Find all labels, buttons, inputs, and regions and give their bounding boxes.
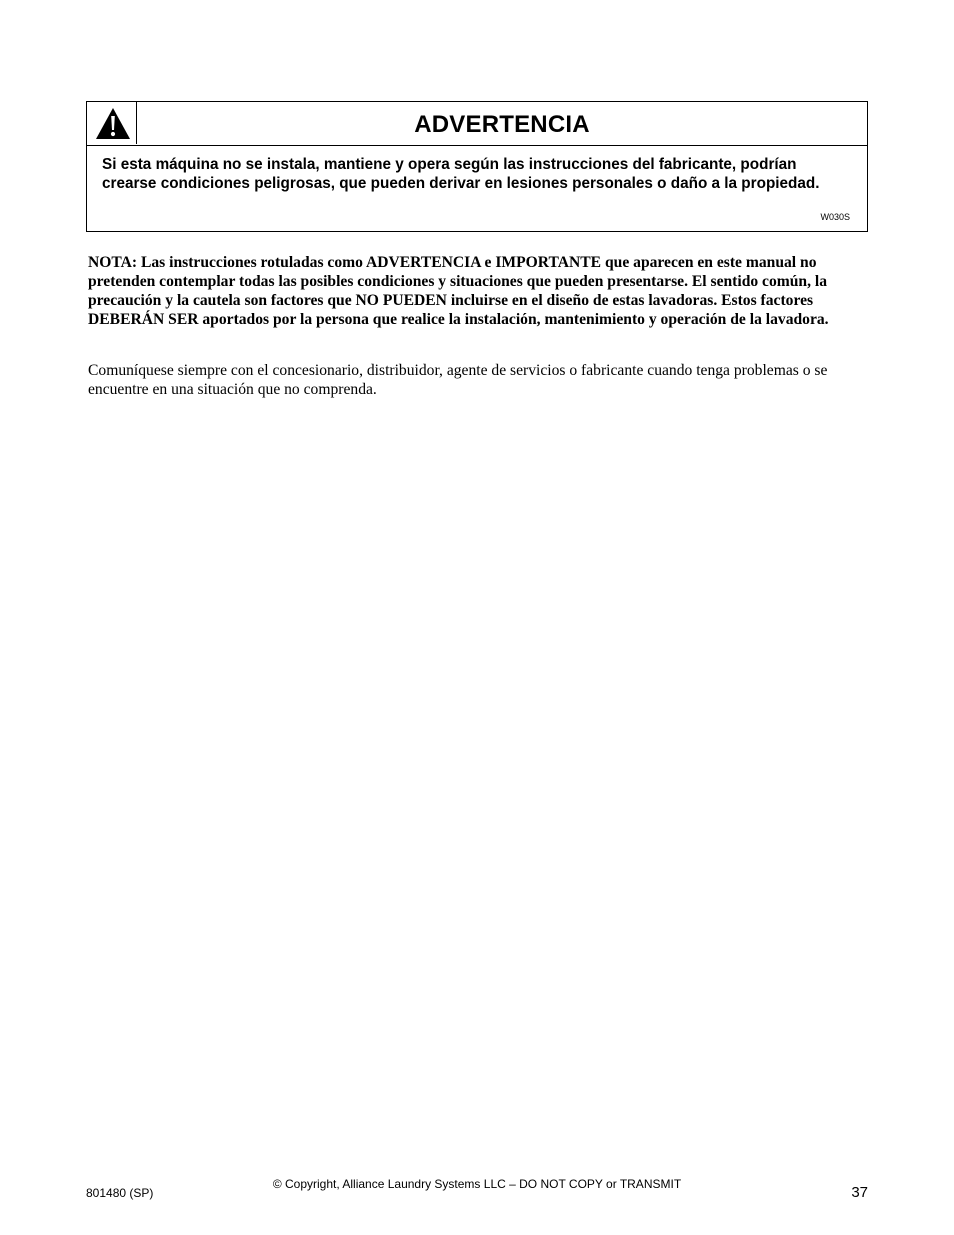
warning-box [86, 101, 868, 232]
warning-title: ADVERTENCIA [414, 111, 590, 138]
warning-icon-cell [87, 102, 137, 144]
page-number: 37 [851, 1184, 868, 1201]
footer-doc-number: 801480 (SP) [86, 1186, 154, 1200]
warning-text: Si esta máquina no se instala, mantiene y opera según las instrucciones del fabricante, podrían crearse condiciones peligrosas, que pueden derivar en lesiones personales o daño a la propiedad. [102, 156, 820, 192]
body-paragraph: Comuníquese siempre con el concesionario, distribuidor, agente de servicios o fabricante cuando tenga problemas o se encuentre en una situación que no comprenda. [88, 362, 828, 398]
warning-header [87, 102, 867, 146]
warning-code: W030S [820, 212, 850, 222]
note-paragraph: NOTA: Las instrucciones rotuladas como ADVERTENCIA e IMPORTANTE que aparecen en este manual no pretenden contemplar todas las posibles condiciones y situaciones que pueden presentarse. El sentido común, la precaución y la cautela son factores que NO PUEDEN incluirse en el diseño de estas lavadoras. Estos factores DEBERÁN SER aportados por la persona que realice la instalación, mantenimiento y operación de la lavadora. [88, 254, 829, 328]
footer-copyright: © Copyright, Alliance Laundry Systems LLC – DO NOT COPY or TRANSMIT [272, 1177, 682, 1191]
